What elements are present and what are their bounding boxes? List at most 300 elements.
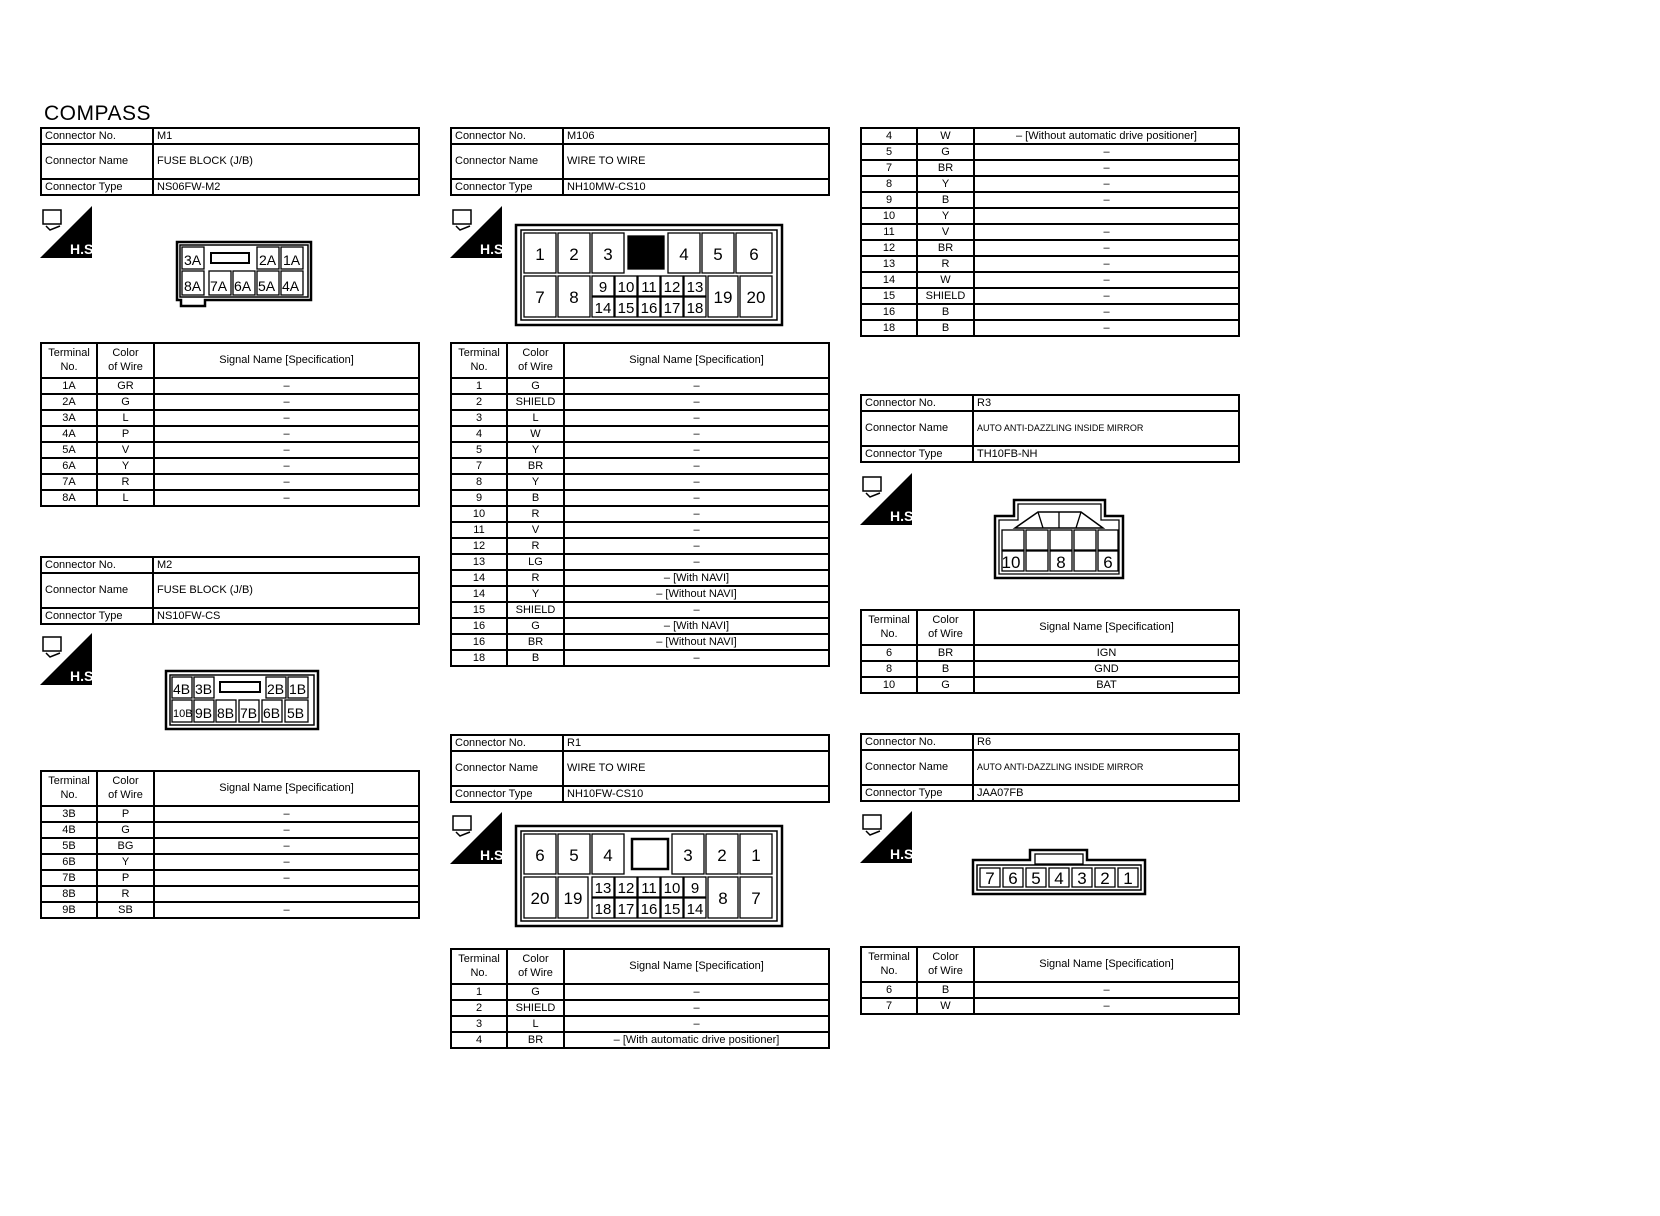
- header-terminal-no: [451, 949, 507, 984]
- label-connector-name: Connector Name: [861, 750, 973, 785]
- label-connector-no: Connector No.: [451, 128, 563, 144]
- pin-label: 4B: [173, 681, 191, 697]
- terminal-table-m106: [450, 342, 830, 667]
- table-row: [451, 1016, 829, 1032]
- table-header-row: [451, 949, 829, 984]
- table-row: [451, 394, 829, 410]
- wire-color-cell: R: [97, 886, 154, 902]
- pin-label: 4: [1054, 869, 1064, 888]
- wire-color-cell: L: [97, 410, 154, 426]
- header-terminal-no: [861, 610, 917, 645]
- signal-name-cell: [974, 208, 1239, 224]
- terminal-no-cell: 3: [451, 410, 507, 426]
- table-row: [41, 458, 419, 474]
- header-text: of Wire: [518, 360, 553, 373]
- pin-label: 16: [640, 300, 658, 317]
- wire-color-cell: B: [917, 192, 974, 208]
- pin-label: 6: [749, 245, 759, 264]
- terminal-no-cell: 15: [451, 602, 507, 618]
- table-row: [861, 645, 1239, 661]
- wire-color-cell: R: [507, 506, 564, 522]
- pin-label: 9: [598, 279, 608, 296]
- pin-label: 9: [690, 880, 700, 897]
- connector-diagram-r1: [515, 825, 783, 927]
- terminal-no-cell: 6: [861, 982, 917, 998]
- pin-label: 5B: [287, 705, 305, 721]
- signal-name-cell: –: [154, 458, 419, 474]
- terminal-no-cell: 9B: [41, 902, 97, 918]
- terminal-no-cell: 8B: [41, 886, 97, 902]
- terminal-no-cell: 14: [861, 272, 917, 288]
- connector-name-value: FUSE BLOCK (J/B): [153, 573, 419, 608]
- signal-name-cell: –: [154, 474, 419, 490]
- table-row: [41, 442, 419, 458]
- pin-label: 10: [663, 880, 681, 897]
- wire-color-cell: BR: [917, 160, 974, 176]
- connector-no-value: M2: [153, 557, 419, 573]
- terminal-no-cell: 7B: [41, 870, 97, 886]
- header-color-of-wire: [507, 949, 564, 984]
- connector-name-value: AUTO ANTI-DAZZLING INSIDE MIRROR: [973, 750, 1239, 785]
- terminal-no-cell: 12: [861, 240, 917, 256]
- table-row: [451, 410, 829, 426]
- table-row: [41, 838, 419, 854]
- terminal-no-cell: 7: [451, 458, 507, 474]
- connector-type-value: TH10FB-NH: [973, 446, 1239, 462]
- pin-label: 8: [718, 889, 728, 908]
- table-row: [41, 426, 419, 442]
- connector-diagram-r3: [993, 498, 1125, 580]
- signal-name-cell: –: [564, 458, 829, 474]
- wire-color-cell: G: [97, 394, 154, 410]
- signal-name-cell: –: [564, 394, 829, 410]
- table-row: [861, 661, 1239, 677]
- header-signal-name: Signal Name [Specification]: [974, 610, 1239, 645]
- signal-name-cell: – [Without automatic drive positioner]: [974, 128, 1239, 144]
- header-text: of Wire: [928, 964, 963, 977]
- wire-color-cell: B: [917, 320, 974, 336]
- pin-label: 1: [535, 245, 545, 264]
- pin-label: 1B: [289, 681, 307, 697]
- terminal-no-cell: 6: [861, 645, 917, 661]
- wire-color-cell: W: [917, 128, 974, 144]
- signal-name-cell: –: [564, 410, 829, 426]
- wire-color-cell: R: [97, 474, 154, 490]
- table-row: [41, 490, 419, 506]
- wire-color-cell: B: [917, 661, 974, 677]
- hs-label: H.S.: [890, 508, 918, 524]
- wire-color-cell: Y: [507, 442, 564, 458]
- pin-label: 16: [640, 901, 658, 918]
- wire-color-cell: R: [507, 538, 564, 554]
- header-text: No.: [880, 627, 898, 640]
- header-text: Terminal: [48, 346, 90, 359]
- pin-label: 15: [617, 300, 635, 317]
- terminal-no-cell: 8A: [41, 490, 97, 506]
- connector-info-m2: [40, 556, 420, 625]
- connector-info-r1: [450, 734, 830, 803]
- terminal-table-r1: [450, 948, 830, 1049]
- wire-color-cell: BR: [917, 645, 974, 661]
- table-header-row: [861, 947, 1239, 982]
- table-row: [861, 160, 1239, 176]
- terminal-table-r1-continued: [860, 127, 1240, 337]
- wire-color-cell: SHIELD: [507, 1000, 564, 1016]
- pin-label: 5: [713, 245, 723, 264]
- table-row: [861, 320, 1239, 336]
- label-connector-type: Connector Type: [861, 446, 973, 462]
- wire-color-cell: V: [507, 522, 564, 538]
- signal-name-cell: –: [974, 256, 1239, 272]
- header-signal-name: Signal Name [Specification]: [974, 947, 1239, 982]
- header-text: Terminal: [868, 950, 910, 963]
- connector-diagram-m106: [515, 224, 783, 326]
- terminal-no-cell: 16: [451, 618, 507, 634]
- terminal-no-cell: 4: [451, 426, 507, 442]
- wire-color-cell: Y: [917, 208, 974, 224]
- header-color-of-wire: [917, 610, 974, 645]
- header-text: Color: [522, 952, 549, 965]
- pin-label: 6: [1008, 869, 1018, 888]
- table-row: [41, 886, 419, 902]
- wire-color-cell: P: [97, 870, 154, 886]
- label-connector-no: Connector No.: [451, 735, 563, 751]
- terminal-no-cell: 4: [861, 128, 917, 144]
- signal-name-cell: –: [974, 982, 1239, 998]
- terminal-table-m1: [40, 342, 420, 507]
- header-text: Terminal: [458, 952, 500, 965]
- table-row: [451, 984, 829, 1000]
- table-header-row: [41, 343, 419, 378]
- table-row: [451, 1032, 829, 1048]
- table-row: [451, 586, 829, 602]
- wire-color-cell: V: [97, 442, 154, 458]
- label-connector-no: Connector No.: [41, 128, 153, 144]
- signal-name-cell: –: [564, 554, 829, 570]
- wire-color-cell: W: [507, 426, 564, 442]
- terminal-no-cell: 13: [861, 256, 917, 272]
- hs-icon: [860, 473, 918, 525]
- signal-name-cell: –: [974, 288, 1239, 304]
- terminal-no-cell: 10: [861, 208, 917, 224]
- terminal-no-cell: 1A: [41, 378, 97, 394]
- wire-color-cell: W: [917, 998, 974, 1014]
- terminal-table-r3: [860, 609, 1240, 694]
- pin-label: 8: [1056, 553, 1066, 572]
- connector-diagram-r6: [971, 848, 1147, 896]
- pin-label: 12: [617, 880, 635, 897]
- table-header-row: [451, 343, 829, 378]
- signal-name-cell: –: [154, 822, 419, 838]
- connector-type-value: NH10FW-CS10: [563, 786, 829, 802]
- pin-label: 8B: [217, 705, 235, 721]
- terminal-table-m2: [40, 770, 420, 919]
- terminal-no-cell: 4: [451, 1032, 507, 1048]
- signal-name-cell: – [With NAVI]: [564, 618, 829, 634]
- table-row: [451, 554, 829, 570]
- pin-label: 7A: [210, 278, 228, 294]
- pin-label: 13: [594, 880, 612, 897]
- wire-color-cell: BR: [507, 634, 564, 650]
- header-text: Color: [932, 950, 959, 963]
- wire-color-cell: B: [917, 304, 974, 320]
- header-text: Terminal: [48, 774, 90, 787]
- table-header-row: [41, 771, 419, 806]
- table-row: [41, 394, 419, 410]
- signal-name-cell: –: [974, 320, 1239, 336]
- signal-name-cell: –: [154, 854, 419, 870]
- terminal-no-cell: 7A: [41, 474, 97, 490]
- signal-name-cell: –: [154, 426, 419, 442]
- signal-name-cell: IGN: [974, 645, 1239, 661]
- header-color-of-wire: [97, 771, 154, 806]
- signal-name-cell: –: [564, 1016, 829, 1032]
- header-color-of-wire: [97, 343, 154, 378]
- table-row: [861, 677, 1239, 693]
- pin-label: 10: [1001, 553, 1021, 572]
- wire-color-cell: P: [97, 426, 154, 442]
- table-row: [41, 806, 419, 822]
- label-connector-name: Connector Name: [451, 751, 563, 786]
- label-connector-no: Connector No.: [861, 395, 973, 411]
- table-row: [861, 982, 1239, 998]
- header-text: of Wire: [108, 788, 143, 801]
- terminal-no-cell: 4A: [41, 426, 97, 442]
- signal-name-cell: – [Without NAVI]: [564, 586, 829, 602]
- terminal-no-cell: 9: [451, 490, 507, 506]
- pin-label: 11: [641, 279, 657, 296]
- hs-icon: [450, 206, 508, 258]
- wire-color-cell: Y: [97, 854, 154, 870]
- signal-name-cell: GND: [974, 661, 1239, 677]
- terminal-no-cell: 6B: [41, 854, 97, 870]
- connector-diagram-m2: [165, 670, 319, 730]
- wire-color-cell: L: [507, 410, 564, 426]
- header-text: No.: [470, 360, 488, 373]
- pin-label: 15: [663, 901, 681, 918]
- header-text: of Wire: [108, 360, 143, 373]
- connector-no-value: R6: [973, 734, 1239, 750]
- signal-name-cell: –: [154, 410, 419, 426]
- signal-name-cell: –: [564, 490, 829, 506]
- header-signal-name: Signal Name [Specification]: [564, 949, 829, 984]
- header-text: of Wire: [928, 627, 963, 640]
- header-text: Color: [522, 346, 549, 359]
- wire-color-cell: P: [97, 806, 154, 822]
- table-row: [451, 442, 829, 458]
- table-row: [451, 618, 829, 634]
- hs-label: H.S.: [70, 241, 98, 257]
- hs-label: H.S.: [890, 846, 918, 862]
- pin-label: 18: [686, 300, 704, 317]
- pin-label: 17: [663, 300, 681, 317]
- pin-label: 17: [617, 901, 635, 918]
- signal-name-cell: – [Without NAVI]: [564, 634, 829, 650]
- label-connector-name: Connector Name: [451, 144, 563, 179]
- pin-label: 20: [746, 288, 766, 307]
- signal-name-cell: –: [154, 870, 419, 886]
- wire-color-cell: G: [97, 822, 154, 838]
- terminal-no-cell: 4B: [41, 822, 97, 838]
- terminal-no-cell: 5: [451, 442, 507, 458]
- pin-label: 3: [1077, 869, 1087, 888]
- signal-name-cell: [154, 886, 419, 902]
- signal-name-cell: BAT: [974, 677, 1239, 693]
- hs-icon: [450, 812, 508, 864]
- wire-color-cell: G: [917, 144, 974, 160]
- connector-diagram-m1: [175, 240, 313, 308]
- wire-color-cell: G: [917, 677, 974, 693]
- terminal-no-cell: 3B: [41, 806, 97, 822]
- table-row: [861, 176, 1239, 192]
- table-row: [451, 426, 829, 442]
- connector-no-value: M106: [563, 128, 829, 144]
- signal-name-cell: –: [154, 490, 419, 506]
- pin-label: 14: [594, 300, 612, 317]
- signal-name-cell: – [With NAVI]: [564, 570, 829, 586]
- header-text: of Wire: [518, 966, 553, 979]
- pin-label: 2: [717, 846, 727, 865]
- signal-name-cell: –: [154, 378, 419, 394]
- signal-name-cell: –: [564, 538, 829, 554]
- table-row: [861, 288, 1239, 304]
- terminal-no-cell: 10: [861, 677, 917, 693]
- terminal-table-r6: [860, 946, 1240, 1015]
- pin-label: 2A: [259, 252, 277, 268]
- terminal-no-cell: 11: [861, 224, 917, 240]
- hs-label: H.S.: [70, 668, 98, 684]
- signal-name-cell: –: [564, 984, 829, 1000]
- table-row: [861, 272, 1239, 288]
- label-connector-type: Connector Type: [451, 179, 563, 195]
- connector-info-m106: [450, 127, 830, 196]
- signal-name-cell: –: [564, 1000, 829, 1016]
- terminal-no-cell: 11: [451, 522, 507, 538]
- pin-label: 8: [569, 288, 579, 307]
- hs-icon: [860, 811, 918, 863]
- terminal-no-cell: 8: [861, 176, 917, 192]
- connector-name-value: AUTO ANTI-DAZZLING INSIDE MIRROR: [973, 411, 1239, 446]
- header-terminal-no: [861, 947, 917, 982]
- connector-type-value: NH10MW-CS10: [563, 179, 829, 195]
- signal-name-cell: –: [974, 272, 1239, 288]
- pin-label: 4A: [282, 278, 300, 294]
- connector-name-value: WIRE TO WIRE: [563, 751, 829, 786]
- header-terminal-no: [451, 343, 507, 378]
- signal-name-cell: –: [974, 176, 1239, 192]
- signal-name-cell: –: [974, 144, 1239, 160]
- pin-label: 9B: [195, 705, 213, 721]
- table-row: [41, 822, 419, 838]
- terminal-no-cell: 10: [451, 506, 507, 522]
- pin-label: 3B: [195, 681, 213, 697]
- pin-label: 2B: [267, 681, 285, 697]
- label-connector-no: Connector No.: [861, 734, 973, 750]
- pin-label: 4: [603, 846, 613, 865]
- pin-label: 2: [569, 245, 579, 264]
- hs-icon: [40, 206, 98, 258]
- terminal-no-cell: 7: [861, 998, 917, 1014]
- table-header-row: [861, 610, 1239, 645]
- terminal-no-cell: 3: [451, 1016, 507, 1032]
- signal-name-cell: –: [564, 442, 829, 458]
- label-connector-type: Connector Type: [41, 608, 153, 624]
- table-row: [861, 144, 1239, 160]
- wire-color-cell: W: [917, 272, 974, 288]
- pin-label: 5: [1031, 869, 1041, 888]
- terminal-no-cell: 5A: [41, 442, 97, 458]
- pin-label: 7: [535, 288, 545, 307]
- header-text: Color: [932, 613, 959, 626]
- connector-type-value: NS10FW-CS: [153, 608, 419, 624]
- connector-type-value: NS06FW-M2: [153, 179, 419, 195]
- table-row: [861, 128, 1239, 144]
- table-row: [41, 902, 419, 918]
- pin-label: 10: [617, 279, 635, 296]
- terminal-no-cell: 8: [861, 661, 917, 677]
- terminal-no-cell: 7: [861, 160, 917, 176]
- pin-label: 20: [530, 889, 550, 908]
- table-row: [41, 474, 419, 490]
- terminal-no-cell: 5: [861, 144, 917, 160]
- pin-label: 7: [985, 869, 995, 888]
- pin-label: 6A: [234, 278, 252, 294]
- header-text: No.: [60, 788, 78, 801]
- table-row: [861, 304, 1239, 320]
- table-row: [451, 650, 829, 666]
- pin-label: 13: [686, 279, 704, 296]
- pin-label: 14: [686, 901, 704, 918]
- wire-color-cell: G: [507, 618, 564, 634]
- wire-color-cell: R: [917, 256, 974, 272]
- signal-name-cell: –: [974, 240, 1239, 256]
- label-connector-type: Connector Type: [861, 785, 973, 801]
- header-signal-name: Signal Name [Specification]: [154, 343, 419, 378]
- pin-label: 3: [603, 245, 613, 264]
- terminal-no-cell: 18: [451, 650, 507, 666]
- wire-color-cell: BR: [507, 1032, 564, 1048]
- connector-info-m1: [40, 127, 420, 196]
- table-row: [451, 522, 829, 538]
- signal-name-cell: –: [564, 602, 829, 618]
- wire-color-cell: R: [507, 570, 564, 586]
- signal-name-cell: –: [974, 304, 1239, 320]
- terminal-no-cell: 3A: [41, 410, 97, 426]
- pin-label: 6: [535, 846, 545, 865]
- signal-name-cell: –: [154, 902, 419, 918]
- wire-color-cell: Y: [917, 176, 974, 192]
- table-row: [451, 474, 829, 490]
- connector-type-value: JAA07FB: [973, 785, 1239, 801]
- pin-label: 18: [594, 901, 612, 918]
- terminal-no-cell: 16: [861, 304, 917, 320]
- terminal-no-cell: 14: [451, 570, 507, 586]
- hs-label: H.S.: [480, 241, 508, 257]
- table-row: [451, 634, 829, 650]
- connector-no-value: M1: [153, 128, 419, 144]
- table-row: [41, 378, 419, 394]
- wire-color-cell: Y: [97, 458, 154, 474]
- header-text: Color: [112, 346, 139, 359]
- label-connector-name: Connector Name: [41, 573, 153, 608]
- table-row: [861, 240, 1239, 256]
- label-connector-name: Connector Name: [41, 144, 153, 179]
- hs-icon: [40, 633, 98, 685]
- header-text: No.: [60, 360, 78, 373]
- label-connector-type: Connector Type: [41, 179, 153, 195]
- pin-label: 11: [641, 880, 657, 897]
- signal-name-cell: –: [564, 522, 829, 538]
